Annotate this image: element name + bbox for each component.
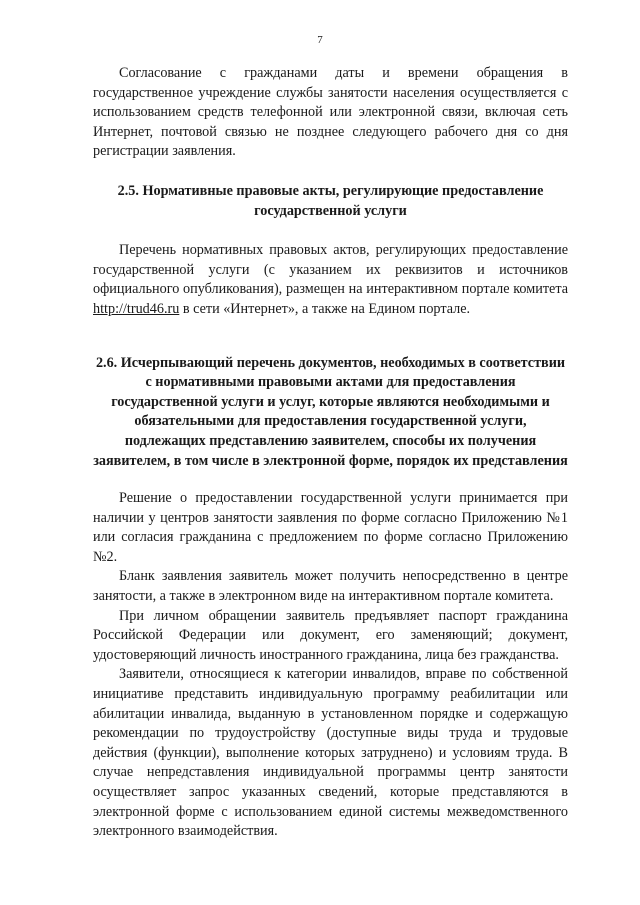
page-number: 7 (317, 34, 323, 46)
section-2-5-text-after-link: в сети «Интернет», а также на Едином портале. (179, 300, 471, 317)
section-2-6-paragraph: Заявители, относящиеся к категории инвалидов, вправе по собственной инициативе представить индивидуальную программу реабилитации или абилитации инвалида, выданную в установленном порядке и содержащую рекомендации по трудоустройству (доступные виды труда и трудовые действия (функции), выполнение которых затруднено) и условиям труда. В случае непредставления индивидуальной программы центр занятости осуществляет запрос указанных сведений, которые представляются в электронной форме с использованием единой системы межведомственного электронного взаимодействия. (93, 666, 568, 840)
document-body (93, 56, 568, 842)
section-2-6-paragraph: Бланк заявления заявитель может получить непосредственно в центре занятости, а также в электронном виде на интерактивном портале комитета. (93, 568, 568, 605)
section-2-5-heading: 2.5. Нормативные правовые акты, регулирующие предоставление государственной услуги (117, 182, 544, 219)
section-2-6-paragraph: Решение о предоставлении государственной услуги принимается при наличии у центров занятости заявления по форме согласно Приложению №1 или согласия гражданина с предложением по форме согласно Приложению №2. (93, 490, 568, 565)
intro-paragraph: Согласование с гражданами даты и времени обращения в государственное учреждение службы занятости населения осуществляется с использованием средств телефонной или электронной связи, включая сеть Интернет, почтовой связью не позднее следующего рабочего дня со дня регистрации заявления. (93, 65, 568, 160)
section-2-6-heading: 2.6. Исчерпывающий перечень документов, необходимых в соответствии с нормативными правовыми актами для предоставления государственной услуги и услуг, которые являются необходимыми и обязательными для предоставления государственной услуги, подлежащих представлению заявителем, способы их получения заявителем, в том числе в электронной форме, порядок их представления (93, 354, 568, 469)
trud46-link[interactable]: http://trud46.ru (93, 300, 180, 317)
section-2-5-text-before-link: Перечень нормативных правовых актов, регулирующих предоставление государственной услуги (с указанием их реквизитов и источников официального опубликования), размещен на интерактивном портале комитета (93, 242, 568, 298)
section-2-5-paragraph (93, 241, 568, 319)
section-2-6-paragraph: При личном обращении заявитель предъявляет паспорт гражданина Российской Федерации или документ, его заменяющий; документ, удостоверяющий личность иностранного гражданина, лица без гражданства. (93, 607, 568, 663)
